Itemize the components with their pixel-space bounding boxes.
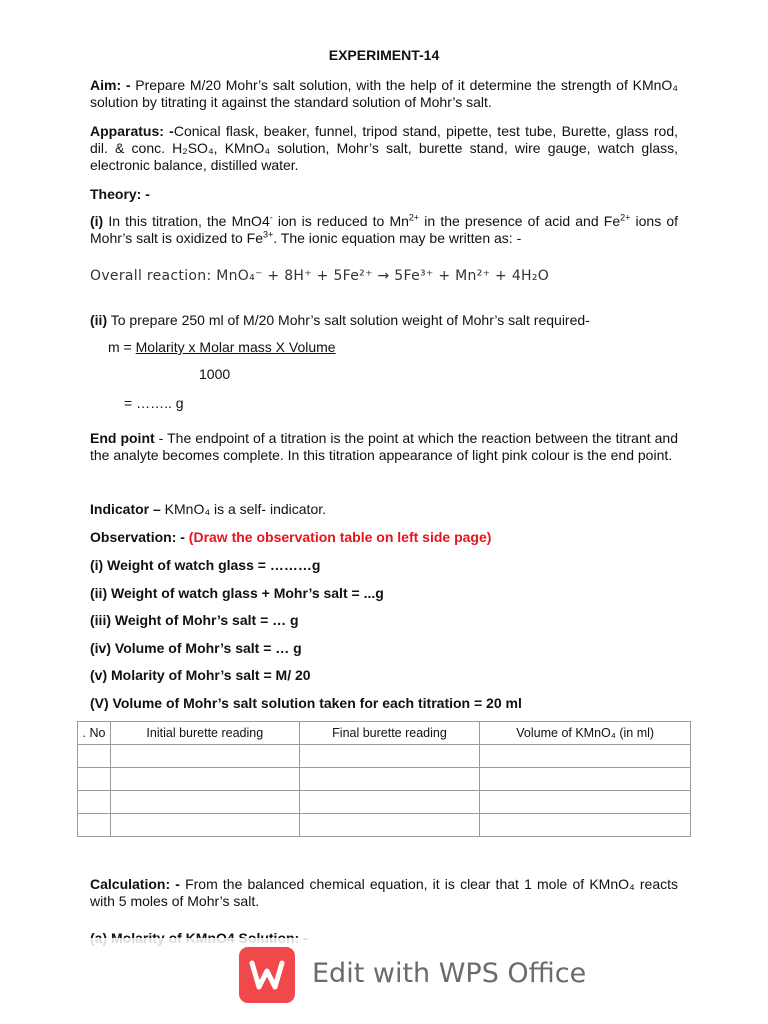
table-row [78,791,691,814]
theory-point-i [90,213,678,247]
superscript: 2+ [620,212,631,223]
observation-item: (iv) Volume of Mohr’s salt = … g [90,640,302,656]
table-row [78,768,691,791]
superscript: 3+ [263,229,274,240]
apparatus-label: Apparatus: - [90,123,174,139]
table-cell [480,791,691,814]
table-cell [78,791,111,814]
table-cell [78,745,111,768]
wps-logo-icon [239,947,295,1003]
table-cell [299,814,480,837]
theory-i-text: In this titration, the MnO4 [103,213,270,229]
theory-i-label: (i) [90,213,104,229]
apparatus-text: Conical flask, beaker, funnel, tripod stand, pipette, test tube, Burette, glass rod, dil. & conc. H₂SO₄, KMnO₄ solution, Mohr’s salt, burette stand, wire gauge, watch glass, electronic balance, distilled water. [90,123,678,173]
observation-item: (iii) Weight of Mohr’s salt = … g [90,612,299,628]
formula-denominator: 1000 [199,366,231,382]
table-cell [110,768,299,791]
aim-paragraph [90,77,678,111]
observation-item: (v) Molarity of Mohr’s salt = M/ 20 [90,667,311,683]
end-point-paragraph [90,430,678,464]
theory-ii-label: (ii) [90,312,108,328]
aim-text: Prepare M/20 Mohr’s salt solution, with the help of it determine the strength of KMnO₄ solution by titrating it against the standard solution of Mohr’s salt. [90,77,678,110]
calculation-paragraph [90,876,678,910]
wps-w-mark-icon [239,947,295,1003]
observation-note: (Draw the observation table on left side page) [184,529,492,545]
theory-heading: Theory: - [90,186,150,202]
theory-i-text: ions of Mohr’s salt is oxidized to Fe [90,213,678,246]
observation-table [77,721,691,837]
formula-prefix: m = [108,339,136,355]
theory-i-text: ion is reduced to Mn [272,213,409,229]
apparatus-paragraph [90,123,678,174]
table-cell [299,745,480,768]
page-title: EXPERIMENT-14 [328,47,440,63]
theory-ii-text: To prepare 250 ml of M/20 Mohr’s salt solution weight of Mohr’s salt required- [107,312,590,328]
table-header-row [78,722,691,745]
table-row [78,745,691,768]
column-header: Volume of KMnO₄ (in ml) [480,722,691,745]
table-cell [299,768,480,791]
observation-item: (i) Weight of watch glass = ………g [90,557,321,573]
table-cell [78,768,111,791]
table-cell [480,768,691,791]
table-cell [110,745,299,768]
end-point-label: End point [90,430,155,446]
aim-label: Aim: - [90,77,131,93]
indicator-paragraph [90,501,678,518]
formula-result: = …….. g [124,395,184,411]
observation-item: (ii) Weight of watch glass + Mohr’s salt = ...g [90,585,384,601]
wps-edit-text[interactable]: Edit with WPS Office [312,958,587,989]
observation-item: (V) Volume of Mohr’s salt solution taken for each titration = 20 ml [90,695,522,711]
table-cell [480,814,691,837]
theory-point-ii [90,312,678,329]
end-point-text: - The endpoint of a titration is the point at which the reaction between the titrant and the analyte becomes complete. In this titration appearance of light pink colour is the end point. [90,430,678,463]
formula-numerator: Molarity x Molar mass X Volume [135,339,336,355]
superscript: 2+ [408,212,420,223]
observation-heading [90,529,678,546]
column-header: Initial burette reading [110,722,299,745]
indicator-label: Indicator – [90,501,161,517]
table-cell [110,814,299,837]
theory-i-text: . The ionic equation may be written as: - [273,230,522,246]
mass-formula [108,339,336,356]
calculation-label: Calculation: - [90,876,180,892]
column-header: . No [78,722,111,745]
observation-label: Observation: - [90,529,185,545]
superscript: - [269,212,273,223]
indicator-text: KMnO₄ is a self- indicator. [160,501,327,517]
table-cell [299,791,480,814]
table-cell [480,745,691,768]
table-cell [110,791,299,814]
calculation-text: From the balanced chemical equation, it is clear that 1 mole of KMnO₄ reacts with 5 moles of Mohr’s salt. [90,876,678,909]
theory-i-text: in the presence of acid and Fe [419,213,621,229]
column-header: Final burette reading [299,722,480,745]
overall-reaction-equation: Overall reaction: MnO₄⁻ + 8H⁺ + 5Fe²⁺ → 5Fe³⁺ + Mn²⁺ + 4H₂O [90,268,550,284]
wps-watermark-banner[interactable] [0,938,768,1014]
table-cell [78,814,111,837]
table-row [78,814,691,837]
